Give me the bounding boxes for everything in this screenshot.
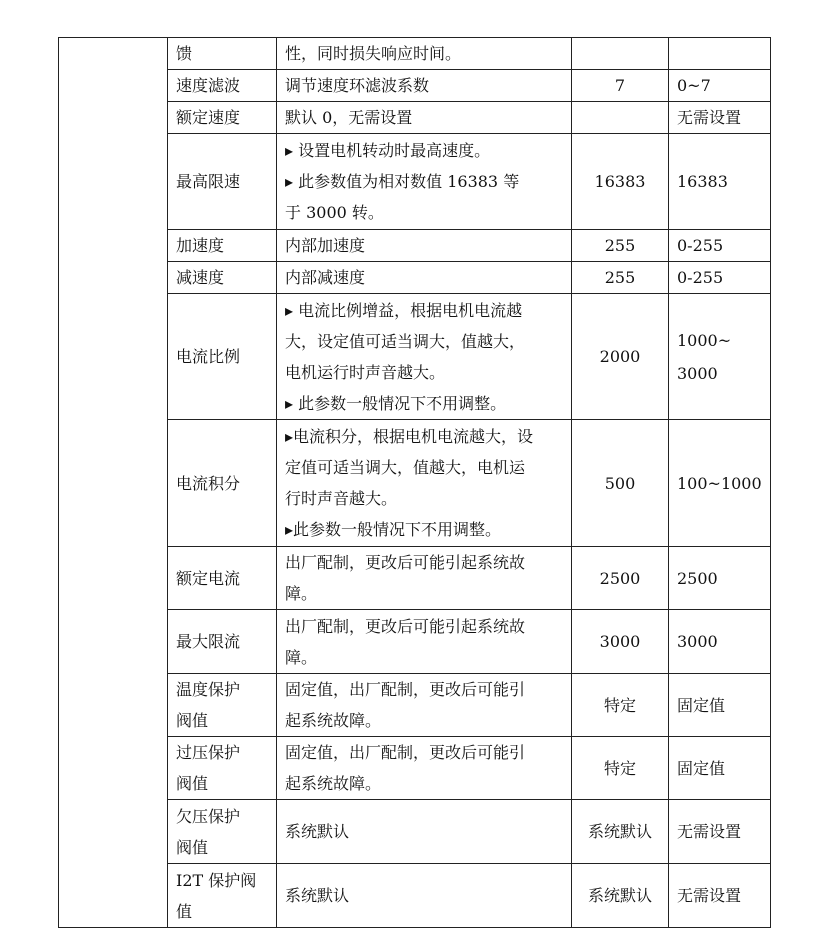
param-desc-line: 起系统故障。 (285, 711, 382, 730)
param-default-cell: 500 (572, 420, 669, 547)
param-desc-line: 系统默认 (285, 822, 350, 841)
param-desc-line: 电机运行时声音越大。 (285, 362, 446, 382)
param-default-cell: 255 (572, 230, 669, 262)
param-default-cell: 2000 (572, 294, 669, 420)
param-default-cell: 2500 (572, 547, 669, 610)
param-range-cell: 100~1000 (669, 420, 771, 547)
param-desc-line: 大，设定值可适当调大，值越大， (285, 331, 526, 351)
param-desc-cell (277, 230, 572, 262)
param-range-cell: 0-255 (669, 262, 771, 294)
param-name-line: 最大限流 (176, 632, 241, 651)
param-name-line: I2T 保护阀 (176, 870, 257, 890)
param-desc-cell (277, 262, 572, 294)
param-range-cell: 无需设置 (669, 864, 771, 928)
param-name-line: 减速度 (176, 268, 225, 287)
param-desc-line: 调节速度环滤波系数 (285, 76, 430, 95)
parameter-table (58, 37, 771, 928)
param-desc-line: 障。 (285, 584, 318, 603)
param-desc-cell (277, 38, 572, 70)
param-range-cell (669, 294, 771, 420)
param-desc-line: 系统默认 (285, 886, 350, 905)
param-range-text: 1000~ 3000 (677, 330, 732, 383)
param-name-line: 过压保护 (176, 743, 241, 762)
param-desc-cell (277, 610, 572, 674)
param-desc-cell (277, 674, 572, 737)
param-default-cell (572, 102, 669, 134)
param-default-cell: 特定 (572, 737, 669, 800)
param-name-line: 欠压保护 (176, 806, 241, 826)
param-range-cell (669, 38, 771, 70)
param-default-cell: 系统默认 (572, 800, 669, 864)
param-desc-cell (277, 737, 572, 800)
param-name-line: 电流积分 (176, 473, 241, 493)
param-name-line: 加速度 (176, 236, 225, 255)
param-desc-line: ▸ 电流比例增益，根据电机电流越 (285, 300, 523, 320)
param-desc-line: 固定值，出厂配制，更改后可能引 (285, 743, 526, 762)
param-default-cell (572, 38, 669, 70)
param-range-cell: 无需设置 (669, 800, 771, 864)
param-desc-line: ▸ 此参数值为相对数值 16383 等 (285, 172, 520, 191)
param-name-cell (168, 420, 277, 547)
table-row (59, 38, 771, 70)
param-name-line: 速度滤波 (176, 76, 241, 95)
param-default-cell: 特定 (572, 674, 669, 737)
param-name-cell (168, 674, 277, 737)
param-desc-line: 行时声音越大。 (285, 489, 398, 508)
param-name-cell (168, 294, 277, 420)
param-name-cell (168, 800, 277, 864)
param-desc-line: 性，同时损失响应时间。 (285, 44, 462, 63)
param-desc-cell (277, 134, 572, 230)
param-range-cell: 无需设置 (669, 102, 771, 134)
param-name-cell (168, 737, 277, 800)
param-range-cell: 16383 (669, 134, 771, 230)
param-name-line: 最高限速 (176, 172, 241, 191)
param-desc-cell (277, 294, 572, 420)
param-name-line: 值 (176, 901, 193, 921)
param-desc-cell (277, 547, 572, 610)
param-default-cell: 系统默认 (572, 864, 669, 928)
param-name-line: 电流比例 (176, 347, 241, 366)
param-name-line: 额定电流 (176, 568, 241, 588)
param-name-line: 额定速度 (176, 108, 241, 127)
param-range-cell: 0~7 (669, 70, 771, 102)
param-default-cell: 255 (572, 262, 669, 294)
param-name-line: 温度保护 (176, 680, 241, 699)
param-default-cell: 16383 (572, 134, 669, 230)
param-default-cell: 3000 (572, 610, 669, 674)
param-name-cell (168, 230, 277, 262)
param-name-cell (168, 38, 277, 70)
param-range-cell: 0-255 (669, 230, 771, 262)
param-desc-line: 内部加速度 (285, 236, 366, 255)
param-desc-line: ▸电流积分，根据电机电流越大，设 (285, 427, 534, 446)
param-desc-line: ▸ 设置电机转动时最高速度。 (285, 141, 491, 160)
param-range-cell: 3000 (669, 610, 771, 674)
param-desc-line: 定值可适当调大，值越大，电机运 (285, 458, 526, 477)
param-desc-line: ▸此参数一般情况下不用调整。 (285, 520, 502, 539)
param-desc-line: 于 3000 转。 (285, 203, 384, 222)
param-desc-line: 障。 (285, 647, 318, 667)
param-name-line: 阀值 (176, 837, 209, 857)
param-name-cell (168, 134, 277, 230)
param-default-cell: 7 (572, 70, 669, 102)
param-desc-line: 内部减速度 (285, 268, 366, 287)
param-range-cell: 固定值 (669, 674, 771, 737)
param-name-line: 阀值 (176, 711, 209, 730)
param-desc-cell (277, 420, 572, 547)
param-desc-line: 起系统故障。 (285, 774, 382, 793)
param-desc-cell (277, 800, 572, 864)
param-desc-cell (277, 864, 572, 928)
param-name-cell (168, 262, 277, 294)
param-desc-cell (277, 70, 572, 102)
param-desc-line: ▸ 此参数一般情况下不用调整。 (285, 393, 507, 413)
category-cell (59, 38, 168, 928)
param-desc-line: 默认 0，无需设置 (285, 108, 413, 127)
param-desc-line: 固定值，出厂配制，更改后可能引 (285, 680, 526, 699)
param-desc-cell (277, 102, 572, 134)
param-range-cell: 固定值 (669, 737, 771, 800)
param-name-cell (168, 102, 277, 134)
param-name-cell (168, 70, 277, 102)
param-name-line: 阀值 (176, 774, 209, 793)
param-range-cell: 2500 (669, 547, 771, 610)
parameter-table-body (59, 38, 771, 928)
param-name-cell (168, 610, 277, 674)
param-desc-line: 出厂配制，更改后可能引起系统故 (285, 553, 526, 572)
param-name-cell (168, 547, 277, 610)
param-name-cell (168, 864, 277, 928)
param-name-line: 馈 (176, 44, 193, 63)
param-desc-line: 出厂配制，更改后可能引起系统故 (285, 616, 526, 636)
